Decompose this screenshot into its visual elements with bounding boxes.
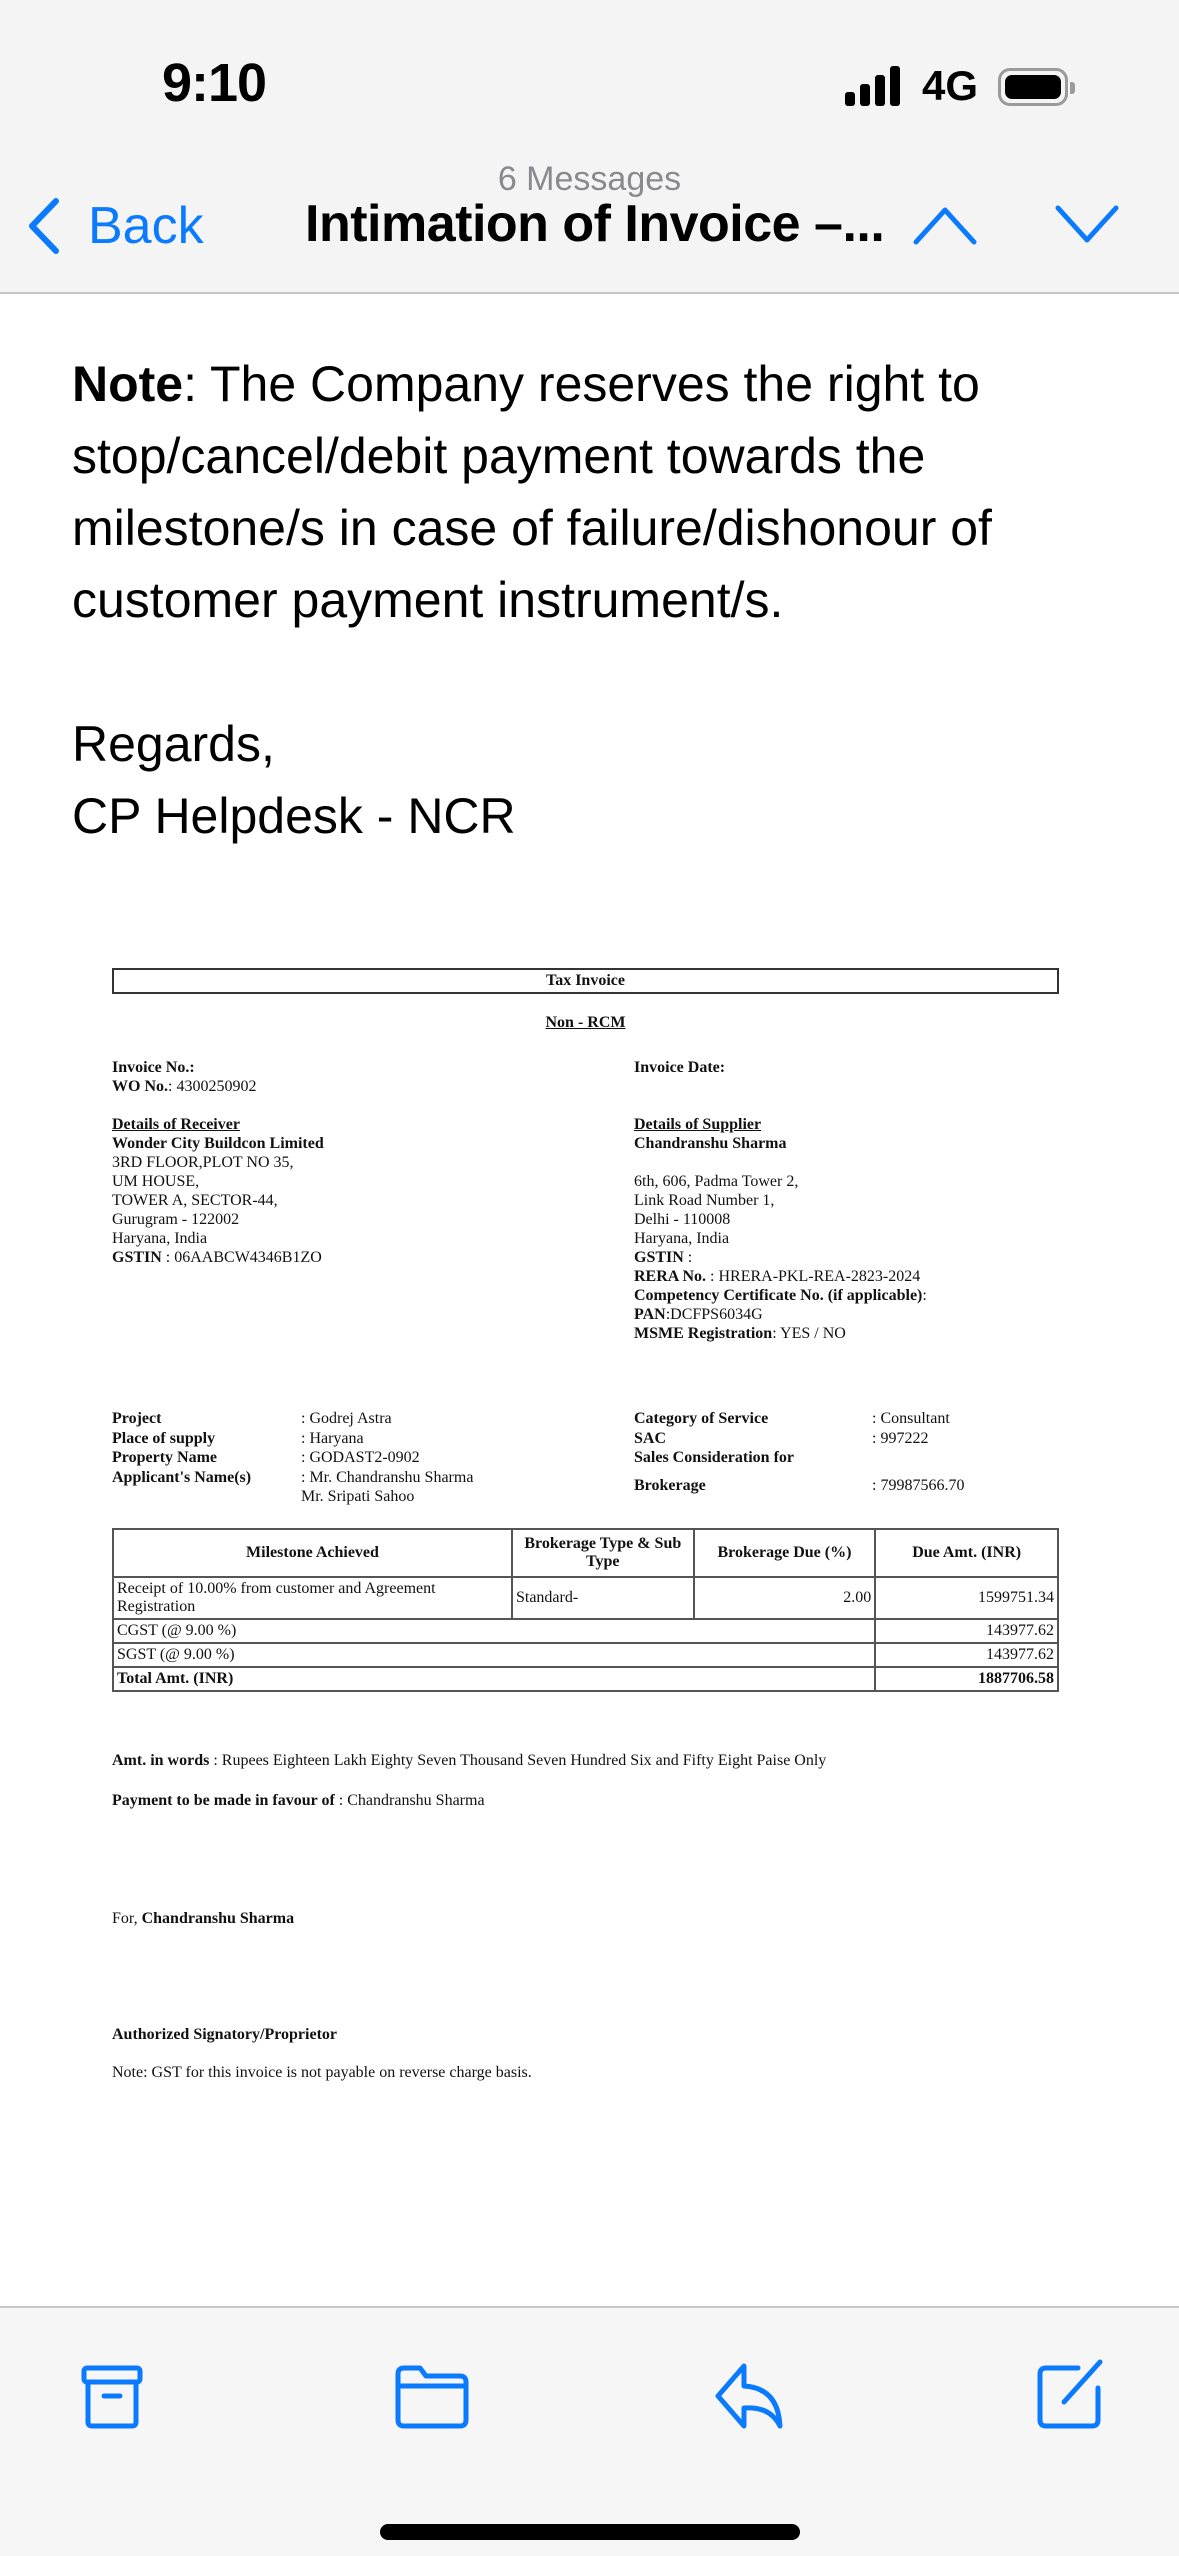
applicant-value: : Mr. Chandranshu Sharma (301, 1468, 474, 1486)
receiver-address-line: Haryana, India (112, 1230, 208, 1247)
sgst-label: SGST (@ 9.00 %) (113, 1643, 875, 1667)
applicant-value-2: Mr. Sripati Sahoo (301, 1488, 415, 1505)
status-time: 9:10 (162, 53, 267, 113)
for-line (112, 1910, 294, 1928)
property-value: : GODAST2-0902 (301, 1449, 420, 1466)
total-amount: 1887706.58 (875, 1667, 1058, 1691)
msme-label: MSME Registration (634, 1325, 773, 1342)
move-to-folder-button[interactable] (392, 2354, 472, 2434)
for-name: Chandranshu Sharma (141, 1910, 295, 1927)
invoice-number-block (112, 1058, 256, 1096)
msme-value: : YES / NO (772, 1325, 846, 1342)
supplier-address-line: Haryana, India (634, 1230, 730, 1247)
home-indicator[interactable] (380, 2524, 800, 2540)
header-brokerage-due: Brokerage Due (%) (694, 1529, 876, 1577)
signature-text: CP Helpdesk - NCR (72, 788, 516, 844)
sgst-row (113, 1643, 1058, 1667)
supplier-details (634, 1115, 927, 1343)
chevron-left-icon (24, 197, 64, 255)
amount-words-label: Amt. in words (112, 1752, 210, 1769)
gst-note: Note: GST for this invoice is not payable on reverse charge basis. (112, 2064, 532, 2081)
wo-no-value: : 4300250902 (168, 1078, 257, 1095)
supplier-gstin-label: GSTIN (634, 1249, 684, 1266)
back-button[interactable] (24, 196, 204, 256)
due-amount-cell: 1599751.34 (875, 1577, 1058, 1619)
receiver-address-line: Gurugram - 122002 (112, 1211, 240, 1228)
payment-favour-value: : Chandranshu Sharma (334, 1792, 485, 1809)
property-label: Property Name (112, 1449, 217, 1466)
table-header-row (113, 1529, 1058, 1577)
supplier-heading: Details of Supplier (634, 1116, 762, 1133)
receiver-address-line: UM HOUSE, (112, 1173, 200, 1190)
for-label: For, (112, 1910, 142, 1927)
email-subject: Intimation of Invoice –... (305, 195, 885, 253)
pan-value: :DCFPS6034G (665, 1306, 763, 1323)
supplier-name: Chandranshu Sharma (634, 1135, 787, 1152)
sgst-amount: 143977.62 (875, 1643, 1058, 1667)
invoice-no-label: Invoice No.: (112, 1059, 195, 1076)
receiver-heading: Details of Receiver (112, 1116, 240, 1133)
folder-icon (392, 2354, 472, 2434)
rera-label: RERA No. (634, 1268, 707, 1285)
receiver-gstin-label: GSTIN (112, 1249, 162, 1266)
payment-favour (112, 1792, 485, 1810)
wo-no-label: WO No. (112, 1078, 168, 1095)
table-row (113, 1577, 1058, 1619)
header-milestone: Milestone Achieved (113, 1529, 512, 1577)
supplier-address-line: 6th, 606, Padma Tower 2, (634, 1173, 799, 1190)
category-label: Category of Service (634, 1410, 769, 1427)
supply-label: Place of supply (112, 1429, 216, 1447)
amount-in-words (112, 1752, 826, 1770)
supplier-address-line: Delhi - 110008 (634, 1211, 731, 1228)
message-count: 6 Messages (497, 160, 682, 198)
previous-message-button[interactable] (910, 200, 980, 250)
compose-icon (1030, 2354, 1110, 2434)
email-note (72, 348, 1132, 636)
cgst-label: CGST (@ 9.00 %) (113, 1619, 875, 1643)
cgst-row (113, 1619, 1058, 1643)
reply-icon (710, 2354, 790, 2434)
sales-consideration-label: Sales Consideration for (634, 1449, 794, 1466)
brokerage-label: Brokerage (634, 1476, 706, 1494)
invoice-date-block (634, 1058, 725, 1077)
applicant-row (112, 1468, 473, 1488)
total-label: Total Amt. (INR) (113, 1667, 875, 1691)
property-row (112, 1448, 473, 1468)
cellular-signal-icon (845, 64, 905, 106)
pan-label: PAN (634, 1306, 666, 1323)
navigation-header (0, 0, 1179, 294)
supplier-gstin: : (683, 1249, 693, 1266)
brokerage-type-cell: Standard- (512, 1577, 694, 1619)
archive-icon (72, 2354, 152, 2434)
reply-button[interactable] (710, 2354, 790, 2434)
brokerage-value: : 79987566.70 (872, 1476, 965, 1494)
milestone-table (112, 1528, 1059, 1692)
project-row (112, 1409, 473, 1429)
project-value: : Godrej Astra (301, 1410, 392, 1427)
competency-label: Competency Certificate No. (if applicable) (634, 1287, 923, 1304)
category-value: : Consultant (872, 1410, 950, 1427)
sac-value: : 997222 (872, 1429, 929, 1447)
brokerage-due-cell: 2.00 (694, 1577, 876, 1619)
next-message-button[interactable] (1052, 200, 1122, 250)
rera-value: : HRERA-PKL-REA-2823-2024 (706, 1268, 921, 1285)
invoice-subtitle: Non - RCM (545, 1014, 626, 1031)
supply-value: : Haryana (301, 1429, 364, 1447)
email-signoff (72, 708, 516, 852)
cgst-amount: 143977.62 (875, 1619, 1058, 1643)
battery-icon (998, 68, 1068, 106)
network-type: 4G (922, 62, 979, 109)
service-info (634, 1409, 964, 1495)
supply-row (112, 1429, 473, 1449)
receiver-address-line: 3RD FLOOR,PLOT NO 35, (112, 1154, 294, 1171)
receiver-details (112, 1115, 324, 1267)
sac-label: SAC (634, 1429, 667, 1447)
receiver-gstin: : 06AABCW4346B1ZO (161, 1249, 322, 1266)
amount-words-value: : Rupees Eighteen Lakh Eighty Seven Thousand Seven Hundred Six and Fifty Eight Paise Only (209, 1752, 827, 1769)
applicant-label-2 (112, 1487, 301, 1507)
archive-button[interactable] (72, 2354, 152, 2434)
invoice-date-label: Invoice Date: (634, 1059, 726, 1076)
regards-text: Regards, (72, 716, 275, 772)
bottom-toolbar (0, 2306, 1179, 2556)
applicant-row-2 (112, 1487, 473, 1507)
invoice-title: Tax Invoice (112, 968, 1059, 994)
note-label: Note (72, 356, 184, 412)
total-row (113, 1667, 1058, 1691)
receiver-address-line: TOWER A, SECTOR-44, (112, 1192, 278, 1209)
project-info (112, 1409, 473, 1507)
receiver-name: Wonder City Buildcon Limited (112, 1135, 324, 1152)
note-text: : The Company reserves the right to stop/cancel/debit payment towards the milestone/s in case of failure/dishonour of customer payment instrument/s. (72, 356, 992, 628)
project-label: Project (112, 1410, 162, 1427)
payment-favour-label: Payment to be made in favour of (112, 1792, 335, 1809)
authorized-signatory: Authorized Signatory/Proprietor (112, 2026, 338, 2043)
milestone-cell: Receipt of 10.00% from customer and Agreement Registration (113, 1577, 512, 1619)
back-label: Back (88, 197, 204, 255)
compose-button[interactable] (1030, 2354, 1110, 2434)
header-brokerage-type: Brokerage Type & Sub Type (512, 1529, 694, 1577)
supplier-address-line: Link Road Number 1, (634, 1192, 775, 1209)
competency-value: : (922, 1287, 927, 1304)
header-due-amount: Due Amt. (INR) (875, 1529, 1058, 1577)
applicant-label: Applicant's Name(s) (112, 1468, 252, 1486)
